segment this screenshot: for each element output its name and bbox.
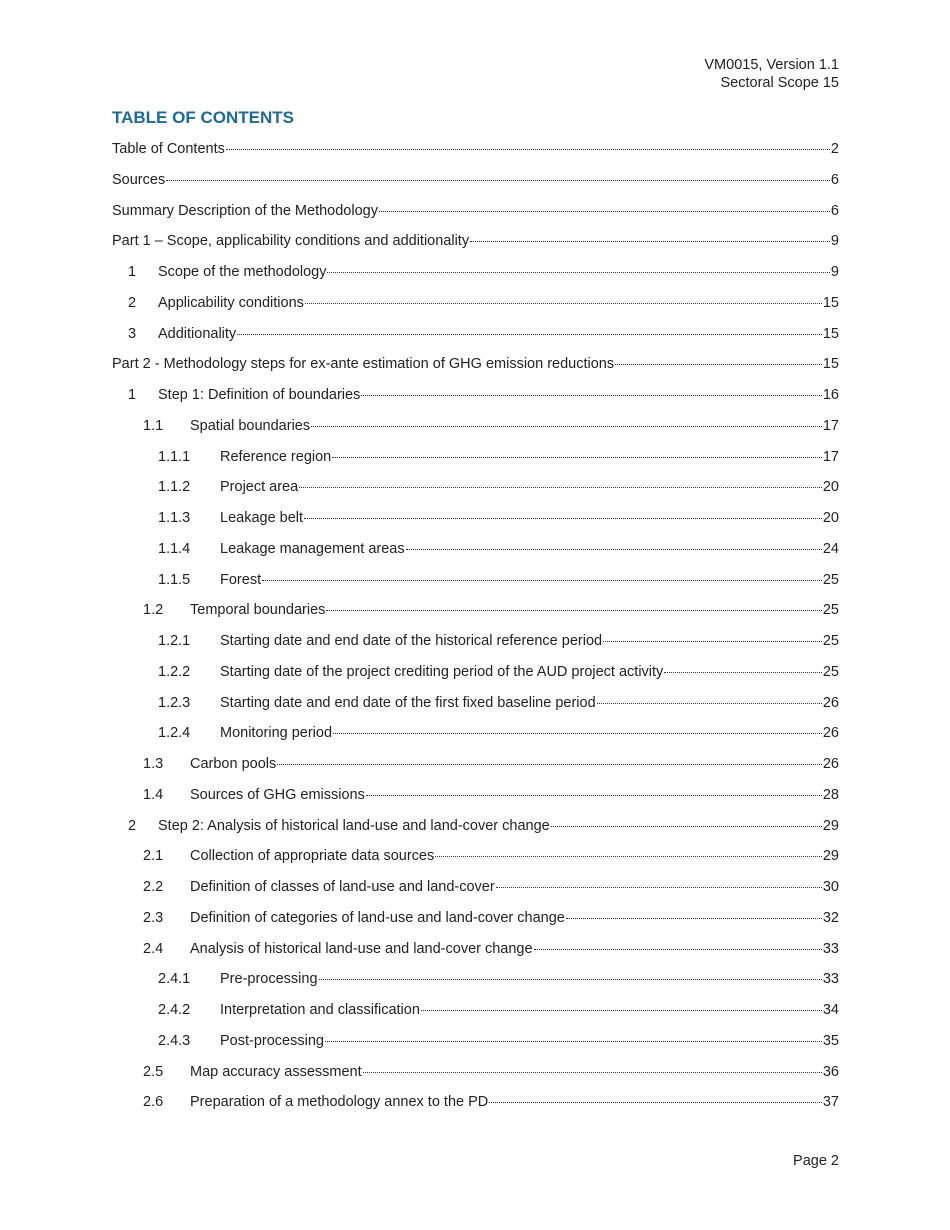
toc-entry-number: 2.4.2: [158, 1002, 191, 1018]
toc-entry-page: 29: [822, 848, 839, 865]
toc-entry-number: 1.1: [143, 417, 164, 434]
toc-entry-page: 25: [822, 633, 839, 649]
toc-dot-leader: [597, 703, 822, 704]
toc-entry-number: 1: [128, 264, 137, 280]
toc-entry[interactable]: [112, 848, 839, 879]
toc-entry-number: 1.1.5: [158, 571, 191, 588]
toc-entry[interactable]: [112, 879, 839, 910]
toc-entry-page: 29: [822, 817, 839, 834]
toc-entry-number: 2.4: [143, 940, 164, 957]
toc-entry-title: Definition of classes of land-use and land-cover: [190, 879, 495, 895]
toc-entry[interactable]: [112, 910, 839, 941]
toc-dot-leader: [363, 1072, 822, 1073]
toc-entry-page: 9: [830, 233, 839, 250]
toc-entry-title: Table of Contents: [112, 141, 225, 157]
toc-dot-leader: [237, 334, 822, 335]
toc-entry-title: Reference region: [220, 448, 332, 465]
page-number: Page 2: [793, 1153, 839, 1169]
toc-entry[interactable]: [112, 141, 839, 172]
toc-dot-leader: [534, 949, 822, 950]
toc-entry[interactable]: [112, 510, 839, 541]
toc-entry-number: 1: [128, 387, 137, 403]
toc-entry-title: Map accuracy assessment: [190, 1063, 362, 1080]
toc-entry[interactable]: [112, 818, 839, 849]
toc-entry-page: 32: [822, 909, 839, 926]
toc-entry[interactable]: [112, 941, 839, 972]
toc-entry-title: Pre-processing: [220, 971, 318, 988]
toc-entry-title: Starting date and end date of the historical reference period: [220, 633, 603, 649]
toc-entry[interactable]: [112, 756, 839, 787]
sectoral-scope: Sectoral Scope 15: [720, 75, 839, 91]
toc-entry-title: Leakage management areas: [220, 540, 405, 557]
toc-entry-number: 2.2: [143, 879, 164, 895]
toc-entry-title: Starting date of the project crediting period of the AUD project activity: [220, 663, 664, 680]
toc-entry[interactable]: [112, 602, 839, 633]
toc-entry[interactable]: [112, 572, 839, 603]
toc-dot-leader: [277, 764, 822, 765]
toc-entry[interactable]: [112, 1002, 839, 1033]
toc-entry-title: Spatial boundaries: [190, 417, 311, 434]
toc-entry-title: Definition of categories of land-use and land-cover change: [190, 909, 565, 926]
toc-entry-number: 2.4.3: [158, 1032, 191, 1049]
toc-dot-leader: [326, 610, 821, 611]
toc-entry-title: Step 1: Definition of boundaries: [158, 387, 361, 403]
toc-entry-number: 2.5: [143, 1063, 164, 1080]
toc-entry-page: 33: [822, 971, 839, 988]
toc-entry-title: Additionality: [158, 325, 237, 342]
toc-entry[interactable]: [112, 1033, 839, 1064]
toc-entry-page: 24: [822, 540, 839, 557]
toc-entry-number: 1.2.2: [158, 663, 191, 680]
toc-dot-leader: [325, 1041, 822, 1042]
toc-entry-number: 1.3: [143, 756, 164, 772]
toc-dot-leader: [496, 887, 822, 888]
toc-entry-number: 1.4: [143, 786, 164, 803]
toc-dot-leader: [262, 580, 822, 581]
toc-dot-leader: [603, 641, 822, 642]
toc-entry[interactable]: [112, 664, 839, 695]
toc-entry-page: 6: [830, 171, 839, 188]
toc-entry[interactable]: [112, 725, 839, 756]
toc-entry-number: 1.2.1: [158, 633, 191, 649]
toc-entry-page: 17: [822, 417, 839, 434]
toc-dot-leader: [406, 549, 822, 550]
toc-entry-page: 15: [822, 356, 839, 373]
toc-entry-title: Carbon pools: [190, 756, 277, 772]
toc-entry-title: Forest: [220, 571, 262, 588]
toc-entry-title: Temporal boundaries: [190, 602, 326, 619]
toc-dot-leader: [333, 733, 822, 734]
toc-entry-title: Step 2: Analysis of historical land-use and land-cover change: [158, 817, 550, 834]
toc-entry[interactable]: [112, 971, 839, 1002]
toc-entry-title: Scope of the methodology: [158, 264, 327, 280]
toc-dot-leader: [299, 487, 822, 488]
toc-entry-title: Preparation of a methodology annex to the PD: [190, 1094, 489, 1111]
toc-entry-page: 15: [822, 294, 839, 311]
toc-entry-page: 25: [822, 571, 839, 588]
toc-dot-leader: [311, 426, 822, 427]
toc-entry-title: Starting date and end date of the first fixed baseline period: [220, 694, 596, 711]
table-of-contents: [112, 141, 839, 1125]
toc-entry-page: 28: [822, 786, 839, 803]
toc-entry-number: 2.6: [143, 1094, 164, 1111]
toc-entry-title: Sources: [112, 171, 166, 188]
toc-entry-page: 9: [830, 264, 839, 280]
toc-heading: TABLE OF CONTENTS: [112, 108, 294, 127]
toc-entry-number: 1.2.4: [158, 725, 191, 742]
toc-entry-title: Part 1 – Scope, applicability conditions and additionality: [112, 233, 470, 250]
toc-entry-page: 26: [822, 694, 839, 711]
toc-entry-page: 17: [822, 448, 839, 465]
toc-dot-leader: [319, 979, 822, 980]
toc-entry-page: 6: [830, 202, 839, 219]
toc-entry[interactable]: [112, 387, 839, 418]
toc-entry-number: 1.1.1: [158, 448, 191, 465]
toc-entry-number: 1.1.4: [158, 540, 191, 557]
toc-entry[interactable]: [112, 633, 839, 664]
document-id: VM0015, Version 1.1: [704, 57, 839, 73]
toc-dot-leader: [366, 795, 822, 796]
toc-dot-leader: [551, 826, 822, 827]
toc-entry-page: 2: [830, 141, 839, 157]
toc-entry-number: 2: [128, 817, 137, 834]
toc-dot-leader: [566, 918, 822, 919]
toc-entry-title: Interpretation and classification: [220, 1002, 420, 1018]
toc-entry-page: 37: [822, 1094, 839, 1111]
toc-entry-title: Sources of GHG emissions: [190, 786, 365, 803]
toc-entry[interactable]: [112, 356, 839, 387]
toc-dot-leader: [435, 856, 822, 857]
toc-entry-title: Part 2 - Methodology steps for ex-ante estimation of GHG emission reductions: [112, 356, 615, 373]
toc-entry-page: 26: [822, 725, 839, 742]
toc-entry[interactable]: [112, 479, 839, 510]
toc-entry-title: Analysis of historical land-use and land-cover change: [190, 940, 533, 957]
toc-entry[interactable]: [112, 787, 839, 818]
toc-dot-leader: [470, 241, 830, 242]
toc-entry-number: 1.1.2: [158, 479, 191, 496]
toc-entry-number: 3: [128, 325, 137, 342]
toc-entry-page: 36: [822, 1063, 839, 1080]
toc-entry-number: 1.1.3: [158, 510, 191, 526]
toc-dot-leader: [305, 303, 822, 304]
toc-entry[interactable]: [112, 172, 839, 203]
toc-dot-leader: [615, 364, 822, 365]
toc-entry-page: 35: [822, 1032, 839, 1049]
toc-entry-page: 20: [822, 510, 839, 526]
toc-entry[interactable]: [112, 295, 839, 326]
toc-entry-page: 25: [822, 602, 839, 619]
toc-entry[interactable]: [112, 233, 839, 264]
toc-entry-title: Project area: [220, 479, 299, 496]
toc-entry-title: Applicability conditions: [158, 294, 304, 311]
toc-entry[interactable]: [112, 264, 839, 295]
toc-entry[interactable]: [112, 695, 839, 726]
toc-entry-page: 25: [822, 663, 839, 680]
toc-entry[interactable]: [112, 326, 839, 357]
toc-entry[interactable]: [112, 541, 839, 572]
toc-dot-leader: [166, 180, 830, 181]
toc-entry[interactable]: [112, 1064, 839, 1095]
toc-dot-leader: [361, 395, 822, 396]
toc-entry[interactable]: [112, 418, 839, 449]
toc-entry-title: Monitoring period: [220, 725, 333, 742]
toc-dot-leader: [226, 149, 830, 150]
toc-dot-leader: [489, 1102, 822, 1103]
toc-entry-page: 15: [822, 325, 839, 342]
toc-entry-number: 2.4.1: [158, 971, 191, 988]
document-header: [704, 56, 839, 92]
toc-dot-leader: [304, 518, 822, 519]
toc-entry-number: 1.2: [143, 602, 164, 619]
toc-entry-page: 16: [822, 387, 839, 403]
toc-dot-leader: [332, 457, 822, 458]
toc-entry-page: 33: [822, 940, 839, 957]
toc-dot-leader: [379, 211, 830, 212]
toc-entry[interactable]: [112, 203, 839, 234]
toc-entry[interactable]: [112, 449, 839, 480]
toc-entry-title: Summary Description of the Methodology: [112, 202, 378, 219]
toc-entry-number: 1.2.3: [158, 694, 191, 711]
toc-entry-title: Collection of appropriate data sources: [190, 848, 435, 865]
toc-dot-leader: [421, 1010, 822, 1011]
toc-entry-page: 30: [822, 879, 839, 895]
toc-entry-title: Leakage belt: [220, 510, 304, 526]
toc-entry[interactable]: [112, 1094, 839, 1125]
toc-entry-number: 2.1: [143, 848, 164, 865]
toc-entry-number: 2: [128, 294, 137, 311]
toc-entry-page: 20: [822, 479, 839, 496]
toc-entry-page: 34: [822, 1002, 839, 1018]
toc-entry-number: 2.3: [143, 909, 164, 926]
toc-entry-title: Post-processing: [220, 1032, 324, 1049]
toc-entry-page: 26: [822, 756, 839, 772]
toc-dot-leader: [327, 272, 829, 273]
toc-dot-leader: [664, 672, 822, 673]
